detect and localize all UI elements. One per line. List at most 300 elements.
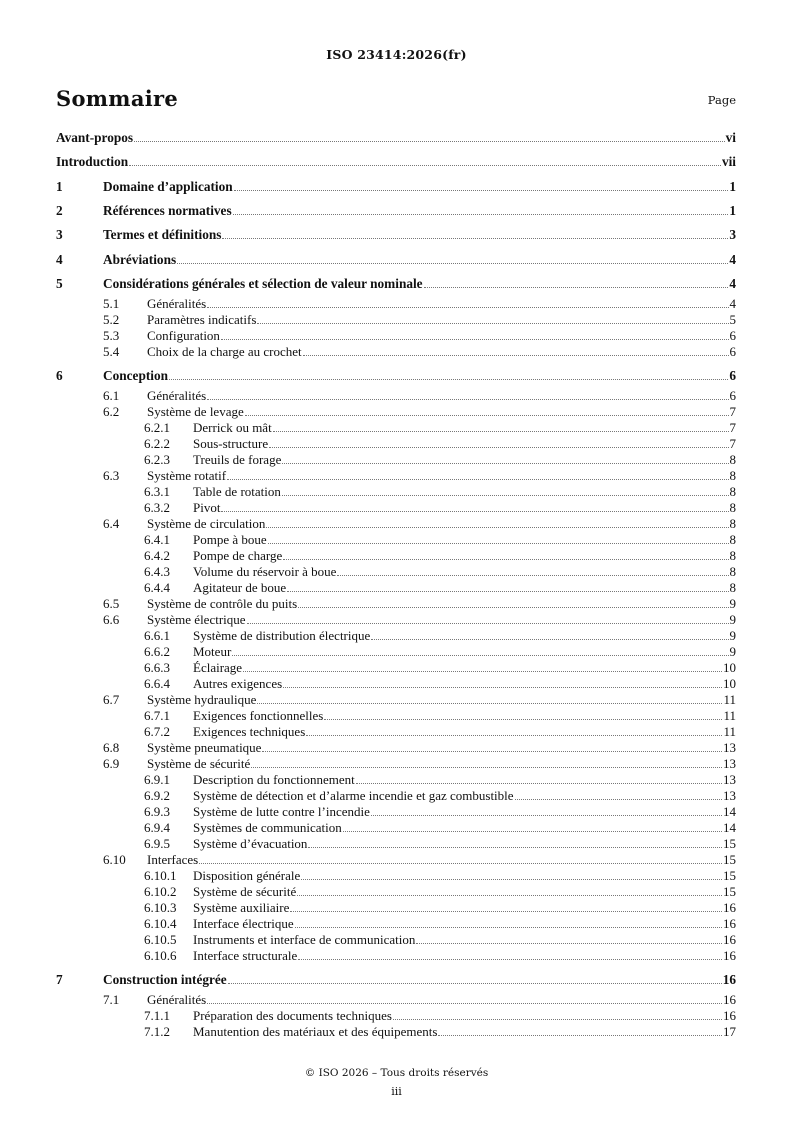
toc-leader-dots bbox=[393, 1008, 722, 1020]
toc-entry[interactable] bbox=[0, 868, 793, 884]
footer-page-number: iii bbox=[391, 1085, 402, 1098]
toc-entry-page: 6 bbox=[729, 344, 736, 359]
toc-leader-dots bbox=[233, 203, 729, 215]
toc-entry-number: 7.1.1 bbox=[144, 1008, 170, 1023]
toc-entry-line bbox=[103, 368, 736, 384]
toc-entry-line bbox=[193, 724, 736, 740]
toc-entry-title[interactable]: Système pneumatique bbox=[147, 740, 262, 755]
toc-entry-line bbox=[193, 820, 736, 836]
toc-leader-dots bbox=[227, 468, 728, 480]
toc-entry-number: 1 bbox=[56, 179, 63, 194]
toc-entry-title[interactable]: Système d’évacuation bbox=[193, 836, 308, 851]
toc-leader-dots bbox=[221, 500, 728, 512]
toc-entry-page: 6 bbox=[729, 368, 736, 383]
toc-leader-dots bbox=[298, 596, 728, 608]
toc-entry[interactable] bbox=[0, 884, 793, 900]
toc-entry[interactable] bbox=[0, 484, 793, 500]
toc-entry-line bbox=[193, 532, 736, 548]
toc-entry-line bbox=[147, 516, 736, 532]
toc-entry-line bbox=[193, 948, 736, 964]
toc-entry[interactable] bbox=[0, 1008, 793, 1024]
toc-entry-page: 14 bbox=[723, 804, 736, 819]
toc-entry-number: 6.9.5 bbox=[144, 836, 170, 851]
toc-entry-page: 13 bbox=[723, 740, 736, 755]
toc-entry-line bbox=[193, 452, 736, 468]
toc-entry-page: 8 bbox=[729, 500, 736, 515]
toc-entry-page: 4 bbox=[729, 252, 736, 267]
toc-entry[interactable] bbox=[0, 1024, 793, 1040]
toc-entry[interactable] bbox=[0, 900, 793, 916]
toc-entry-number: 5.3 bbox=[103, 328, 120, 343]
toc-entry-line bbox=[103, 179, 736, 195]
toc-entry-number: 6.2.3 bbox=[144, 452, 170, 467]
toc-entry-number: 7.1.2 bbox=[144, 1024, 170, 1039]
toc-entry-line bbox=[147, 328, 736, 344]
toc-entry-line bbox=[147, 388, 736, 404]
toc-entry-page: 4 bbox=[729, 296, 736, 311]
toc-entry-page: 16 bbox=[722, 972, 736, 987]
toc-entry-number: 6.6.1 bbox=[144, 628, 170, 643]
toc-entry-line bbox=[193, 804, 736, 820]
toc-entry-title[interactable]: Domaine d’application bbox=[103, 179, 233, 194]
toc-entry[interactable] bbox=[0, 388, 793, 404]
toc-entry-line bbox=[193, 788, 736, 804]
toc-entry-number: 6.10.3 bbox=[144, 900, 177, 915]
toc-entry-number: 6.5 bbox=[103, 596, 120, 611]
toc-entry[interactable] bbox=[0, 804, 793, 820]
toc-leader-dots bbox=[438, 1024, 722, 1036]
toc-entry-number: 7.1 bbox=[103, 992, 120, 1007]
toc-entry-title[interactable]: Interface structurale bbox=[193, 948, 298, 963]
toc-entry-title[interactable]: Treuils de forage bbox=[193, 452, 282, 467]
toc-entry[interactable] bbox=[0, 516, 793, 532]
toc-entry-line bbox=[193, 932, 736, 948]
toc-leader-dots bbox=[515, 788, 722, 800]
toc-entry-title[interactable]: Système de distribution électrique bbox=[193, 628, 371, 643]
toc-entry-title[interactable]: Généralités bbox=[147, 388, 207, 403]
toc-leader-dots bbox=[356, 772, 722, 784]
toc-entry-line bbox=[193, 900, 736, 916]
toc-entry[interactable] bbox=[0, 676, 793, 692]
toc-entry[interactable] bbox=[0, 916, 793, 932]
toc-leader-dots bbox=[290, 900, 722, 912]
toc-entry-line bbox=[103, 203, 736, 219]
toc-entry-title[interactable]: Système rotatif bbox=[147, 468, 227, 483]
toc-entry-title[interactable]: Généralités bbox=[147, 992, 207, 1007]
toc-entry[interactable] bbox=[0, 179, 793, 195]
toc-entry-number: 6.4.2 bbox=[144, 548, 170, 563]
toc-leader-dots bbox=[262, 740, 722, 752]
toc-leader-dots bbox=[243, 660, 722, 672]
toc-leader-dots bbox=[301, 868, 722, 880]
toc-entry-line bbox=[193, 772, 736, 788]
toc-entry[interactable] bbox=[0, 852, 793, 868]
toc-entry-number: 6.10.2 bbox=[144, 884, 177, 899]
toc-entry-line bbox=[147, 992, 736, 1008]
toc-entry-title[interactable]: Introduction bbox=[56, 154, 129, 169]
toc-entry-number: 6.10.6 bbox=[144, 948, 177, 963]
toc-entry-line bbox=[147, 852, 736, 868]
toc-entry[interactable] bbox=[0, 628, 793, 644]
toc-entry-line bbox=[193, 548, 736, 564]
toc-entry[interactable] bbox=[0, 692, 793, 708]
toc-entry[interactable] bbox=[0, 312, 793, 328]
toc-entry-title[interactable]: Système de levage bbox=[147, 404, 244, 419]
toc-entry-number: 6.7 bbox=[103, 692, 120, 707]
toc-entry[interactable] bbox=[0, 368, 793, 384]
toc-entry-line bbox=[147, 344, 736, 360]
toc-entry-title[interactable]: Derrick ou mât bbox=[193, 420, 272, 435]
toc-entry-title[interactable]: Exigences techniques bbox=[193, 724, 306, 739]
footer-copyright: © ISO 2026 – Tous droits réservés bbox=[304, 1067, 489, 1079]
toc-entry-title[interactable]: Autres exigences bbox=[193, 676, 283, 691]
toc-entry-page: 14 bbox=[723, 820, 736, 835]
toc-entry-line bbox=[193, 1008, 736, 1024]
toc-entry-title[interactable]: Disposition générale bbox=[193, 868, 301, 883]
toc-entry-title[interactable]: Exigences fonctionnelles bbox=[193, 708, 324, 723]
toc-entry-page: 10 bbox=[723, 676, 736, 691]
toc-entry[interactable] bbox=[0, 203, 793, 219]
toc-entry-number: 6.6.2 bbox=[144, 644, 170, 659]
toc-entry-title[interactable]: Moteur bbox=[193, 644, 232, 659]
toc-entry-title[interactable]: Système de sécurité bbox=[147, 756, 251, 771]
toc-entry-number: 6.7.2 bbox=[144, 724, 170, 739]
toc-leader-dots bbox=[343, 820, 722, 832]
toc-entry[interactable] bbox=[0, 564, 793, 580]
toc-leader-dots bbox=[308, 836, 722, 848]
toc-entry-title[interactable]: Système électrique bbox=[147, 612, 246, 627]
toc-entry-title[interactable]: Abréviations bbox=[103, 252, 177, 267]
toc-entry-title[interactable]: Système de détection et d’alarme incendie et gaz combustible bbox=[193, 788, 514, 803]
toc-entry-number: 6.2.2 bbox=[144, 436, 170, 451]
toc-entry-number: 6.8 bbox=[103, 740, 120, 755]
toc-leader-dots bbox=[287, 580, 728, 592]
toc-entry-number: 6.10.1 bbox=[144, 868, 177, 883]
toc-leader-dots bbox=[207, 992, 722, 1004]
toc-entry-line bbox=[147, 612, 736, 628]
toc-entry-page: 16 bbox=[723, 1008, 736, 1023]
toc-entry-page: 16 bbox=[723, 992, 736, 1007]
toc-entry-title[interactable]: Manutention des matériaux et des équipements bbox=[193, 1024, 438, 1039]
toc-entry-number: 6.3 bbox=[103, 468, 120, 483]
toc-entry[interactable] bbox=[0, 596, 793, 612]
toc-entry-page: 15 bbox=[723, 852, 736, 867]
toc-entry-title[interactable]: Système hydraulique bbox=[147, 692, 257, 707]
toc-entry[interactable] bbox=[0, 660, 793, 676]
toc-leader-dots bbox=[207, 296, 728, 308]
toc-entry-number: 6.9 bbox=[103, 756, 120, 771]
toc-entry-page: vi bbox=[725, 130, 736, 145]
toc-entry-page: 9 bbox=[729, 596, 736, 611]
toc-entry[interactable] bbox=[0, 644, 793, 660]
toc-entry-number: 6.9.1 bbox=[144, 772, 170, 787]
toc-entry-page: 8 bbox=[729, 468, 736, 483]
toc-leader-dots bbox=[371, 804, 722, 816]
toc-entry-line bbox=[193, 676, 736, 692]
toc-entry-line bbox=[147, 468, 736, 484]
toc-entry-page: 8 bbox=[729, 452, 736, 467]
toc-entry-number: 6.6.3 bbox=[144, 660, 170, 675]
toc-entry-title[interactable]: Paramètres indicatifs bbox=[147, 312, 257, 327]
toc-entry[interactable] bbox=[0, 328, 793, 344]
toc-entry-title[interactable]: Pivot bbox=[193, 500, 221, 515]
toc-entry[interactable] bbox=[0, 276, 793, 292]
toc-entry-title[interactable]: Interface électrique bbox=[193, 916, 294, 931]
toc-entry-line bbox=[193, 868, 736, 884]
toc-leader-dots bbox=[298, 948, 722, 960]
document-header: ISO 23414:2026(fr) bbox=[326, 47, 467, 62]
toc-entry-page: 11 bbox=[723, 692, 736, 707]
toc-entry-line bbox=[147, 756, 736, 772]
toc-entry-title[interactable]: Pompe de charge bbox=[193, 548, 283, 563]
toc-entry[interactable] bbox=[0, 252, 793, 268]
toc-entry-line bbox=[193, 836, 736, 852]
toc-entry-title[interactable]: Sous-structure bbox=[193, 436, 269, 451]
toc-entry[interactable] bbox=[0, 436, 793, 452]
toc-entry-number: 6.10.4 bbox=[144, 916, 177, 931]
toc-entry-line bbox=[193, 884, 736, 900]
toc-entry-line bbox=[103, 252, 736, 268]
toc-entry[interactable] bbox=[0, 612, 793, 628]
toc-entry-page: 16 bbox=[723, 900, 736, 915]
toc-entry-number: 6.4.1 bbox=[144, 532, 170, 547]
toc-entry[interactable] bbox=[0, 948, 793, 964]
toc-entry-line bbox=[103, 276, 736, 292]
toc-leader-dots bbox=[303, 344, 729, 356]
toc-leader-dots bbox=[247, 612, 729, 624]
toc-entry-number: 6.6 bbox=[103, 612, 120, 627]
toc-entry-page: 7 bbox=[729, 404, 736, 419]
toc-entry-number: 6.3.2 bbox=[144, 500, 170, 515]
toc-entry[interactable] bbox=[0, 972, 793, 988]
toc-entry-line bbox=[56, 154, 736, 170]
toc-entry-line bbox=[56, 130, 736, 146]
toc-entry-line bbox=[193, 708, 736, 724]
toc-leader-dots bbox=[228, 972, 722, 984]
toc-entry-page: 15 bbox=[723, 868, 736, 883]
toc-entry-title[interactable]: Construction intégrée bbox=[103, 972, 227, 987]
toc-entry-page: 16 bbox=[723, 916, 736, 931]
toc-entry-line bbox=[147, 312, 736, 328]
toc-leader-dots bbox=[169, 368, 728, 380]
toc-entry-line bbox=[193, 580, 736, 596]
toc-leader-dots bbox=[222, 227, 728, 239]
toc-entry-title[interactable]: Conception bbox=[103, 368, 169, 383]
toc-entry[interactable] bbox=[0, 344, 793, 360]
toc-leader-dots bbox=[306, 724, 722, 736]
toc-entry[interactable] bbox=[0, 532, 793, 548]
toc-leader-dots bbox=[268, 532, 729, 544]
toc-leader-dots bbox=[207, 388, 728, 400]
toc-leader-dots bbox=[424, 276, 729, 288]
toc-entry-page: 8 bbox=[729, 580, 736, 595]
toc-entry-page: 11 bbox=[723, 724, 736, 739]
toc-entry[interactable] bbox=[0, 724, 793, 740]
toc-entry-number: 6.4 bbox=[103, 516, 120, 531]
toc-entry[interactable] bbox=[0, 756, 793, 772]
toc-entry[interactable] bbox=[0, 580, 793, 596]
toc-leader-dots bbox=[257, 692, 722, 704]
toc-leader-dots bbox=[134, 130, 725, 142]
toc-entry-title[interactable]: Considérations générales et sélection de valeur nominale bbox=[103, 276, 423, 291]
toc-entry-title[interactable]: Volume du réservoir à boue bbox=[193, 564, 337, 579]
toc-entry[interactable] bbox=[0, 468, 793, 484]
toc-entry-number: 6.9.3 bbox=[144, 804, 170, 819]
toc-entry-page: 6 bbox=[729, 388, 736, 403]
toc-entry-number: 6.6.4 bbox=[144, 676, 170, 691]
toc-entry-line bbox=[103, 227, 736, 243]
toc-entry[interactable] bbox=[0, 452, 793, 468]
toc-leader-dots bbox=[177, 252, 728, 264]
toc-leader-dots bbox=[283, 676, 722, 688]
toc-entry[interactable] bbox=[0, 820, 793, 836]
toc-entry-number: 7 bbox=[56, 972, 63, 987]
toc-entry[interactable] bbox=[0, 130, 793, 146]
toc-entry-page: 17 bbox=[723, 1024, 736, 1039]
page-column-label: Page bbox=[707, 93, 736, 107]
toc-entry-title[interactable]: Système de contrôle du puits bbox=[147, 596, 298, 611]
toc-entry[interactable] bbox=[0, 548, 793, 564]
toc-entry-number: 6.3.1 bbox=[144, 484, 170, 499]
toc-entry-page: 1 bbox=[729, 203, 736, 218]
toc-entry-line bbox=[193, 644, 736, 660]
toc-entry-page: 8 bbox=[729, 484, 736, 499]
toc-entry-line bbox=[193, 660, 736, 676]
toc-entry-page: vii bbox=[721, 154, 736, 169]
toc-entry[interactable] bbox=[0, 296, 793, 312]
toc-entry-number: 6.7.1 bbox=[144, 708, 170, 723]
toc-entry-line bbox=[193, 564, 736, 580]
toc-leader-dots bbox=[257, 312, 728, 324]
toc-entry-number: 5.2 bbox=[103, 312, 120, 327]
toc-entry-page: 9 bbox=[729, 644, 736, 659]
toc-entry[interactable] bbox=[0, 992, 793, 1008]
toc-entry-number: 6.9.2 bbox=[144, 788, 170, 803]
toc-entry-title[interactable]: Choix de la charge au crochet bbox=[147, 344, 302, 359]
toc-entry-number: 6.2.1 bbox=[144, 420, 170, 435]
toc-entry-title[interactable]: Préparation des documents techniques bbox=[193, 1008, 392, 1023]
toc-entry-page: 4 bbox=[729, 276, 736, 291]
toc-leader-dots bbox=[269, 436, 728, 448]
toc-entry-line bbox=[147, 692, 736, 708]
toc-entry-page: 8 bbox=[729, 564, 736, 579]
toc-leader-dots bbox=[273, 420, 729, 432]
toc-entry-line bbox=[103, 972, 736, 988]
toc-leader-dots bbox=[245, 404, 729, 416]
toc-entry-number: 6.4.3 bbox=[144, 564, 170, 579]
toc-entry-title[interactable]: Système de lutte contre l’incendie bbox=[193, 804, 370, 819]
toc-entry-page: 11 bbox=[723, 708, 736, 723]
toc-entry-page: 13 bbox=[723, 756, 736, 771]
toc-leader-dots bbox=[282, 484, 729, 496]
toc-entry-title[interactable]: Instruments et interface de communication bbox=[193, 932, 416, 947]
toc-entry-title[interactable]: Avant-propos bbox=[56, 130, 134, 145]
toc-entry-title[interactable]: Références normatives bbox=[103, 203, 232, 218]
toc-entry[interactable] bbox=[0, 836, 793, 852]
toc-entry-title[interactable]: Table de rotation bbox=[193, 484, 281, 499]
toc-entry-title[interactable]: Termes et définitions bbox=[103, 227, 222, 242]
toc-leader-dots bbox=[297, 884, 722, 896]
toc-leader-dots bbox=[234, 179, 729, 191]
toc-entry-number: 6.1 bbox=[103, 388, 120, 403]
toc-entry-page: 15 bbox=[723, 836, 736, 851]
toc-entry-title[interactable]: Configuration bbox=[147, 328, 220, 343]
toc-entry-line bbox=[193, 916, 736, 932]
toc-entry-line bbox=[147, 404, 736, 420]
toc-entry-number: 2 bbox=[56, 203, 63, 218]
toc-entry-title[interactable]: Description du fonctionnement bbox=[193, 772, 355, 787]
toc-leader-dots bbox=[295, 916, 722, 928]
toc-leader-dots bbox=[266, 516, 728, 528]
toc-entry-title[interactable]: Agitateur de boue bbox=[193, 580, 287, 595]
toc-entry-page: 16 bbox=[723, 932, 736, 947]
toc-entry-page: 8 bbox=[729, 516, 736, 531]
toc-entry-page: 1 bbox=[729, 179, 736, 194]
toc-entry[interactable] bbox=[0, 404, 793, 420]
toc-entry-line bbox=[193, 484, 736, 500]
toc-entry-title[interactable]: Éclairage bbox=[193, 660, 243, 675]
toc-entry-title[interactable]: Interfaces bbox=[147, 852, 199, 867]
toc-entry-page: 9 bbox=[729, 612, 736, 627]
toc-entry-number: 3 bbox=[56, 227, 63, 242]
toc-entry-title[interactable]: Système auxiliaire bbox=[193, 900, 290, 915]
toc-entry-page: 16 bbox=[723, 948, 736, 963]
toc-entry-number: 6.10 bbox=[103, 852, 126, 867]
toc-entry-line bbox=[193, 628, 736, 644]
toc-entry-title[interactable]: Système de sécurité bbox=[193, 884, 297, 899]
toc-entry[interactable] bbox=[0, 932, 793, 948]
toc-entry[interactable] bbox=[0, 500, 793, 516]
toc-entry-line bbox=[193, 500, 736, 516]
toc-entry-line bbox=[193, 1024, 736, 1040]
toc-entry[interactable] bbox=[0, 708, 793, 724]
toc-entry-page: 3 bbox=[729, 227, 736, 242]
toc-entry-title[interactable]: Systèmes de communication bbox=[193, 820, 342, 835]
toc-entry-number: 6.4.4 bbox=[144, 580, 170, 595]
toc-entry-number: 5 bbox=[56, 276, 63, 291]
toc-entry[interactable] bbox=[0, 740, 793, 756]
toc-leader-dots bbox=[232, 644, 728, 656]
toc-entry-title[interactable]: Généralités bbox=[147, 296, 207, 311]
toc-entry[interactable] bbox=[0, 227, 793, 243]
toc-entry-number: 6.2 bbox=[103, 404, 120, 419]
toc-leader-dots bbox=[371, 628, 728, 640]
toc-entry-line bbox=[147, 596, 736, 612]
toc-entry[interactable] bbox=[0, 772, 793, 788]
toc-leader-dots bbox=[282, 452, 728, 464]
toc-entry-page: 5 bbox=[729, 312, 736, 327]
toc-entry[interactable] bbox=[0, 788, 793, 804]
toc-entry-number: 6 bbox=[56, 368, 63, 383]
toc-entry-line bbox=[193, 420, 736, 436]
toc-entry-page: 10 bbox=[723, 660, 736, 675]
toc-entry-page: 7 bbox=[729, 420, 736, 435]
toc-entry-page: 9 bbox=[729, 628, 736, 643]
toc-leader-dots bbox=[324, 708, 722, 720]
toc-entry-page: 13 bbox=[723, 772, 736, 787]
toc-entry[interactable] bbox=[0, 420, 793, 436]
toc-entry-page: 6 bbox=[729, 328, 736, 343]
toc-entry-page: 7 bbox=[729, 436, 736, 451]
toc-entry-number: 6.10.5 bbox=[144, 932, 177, 947]
toc-leader-dots bbox=[199, 852, 722, 864]
toc-entry-title[interactable]: Système de circulation bbox=[147, 516, 266, 531]
toc-leader-dots bbox=[416, 932, 722, 944]
toc-entry-number: 5.1 bbox=[103, 296, 120, 311]
toc-entry-line bbox=[147, 296, 736, 312]
toc-entry-title[interactable]: Pompe à boue bbox=[193, 532, 267, 547]
toc-entry[interactable] bbox=[0, 154, 793, 170]
